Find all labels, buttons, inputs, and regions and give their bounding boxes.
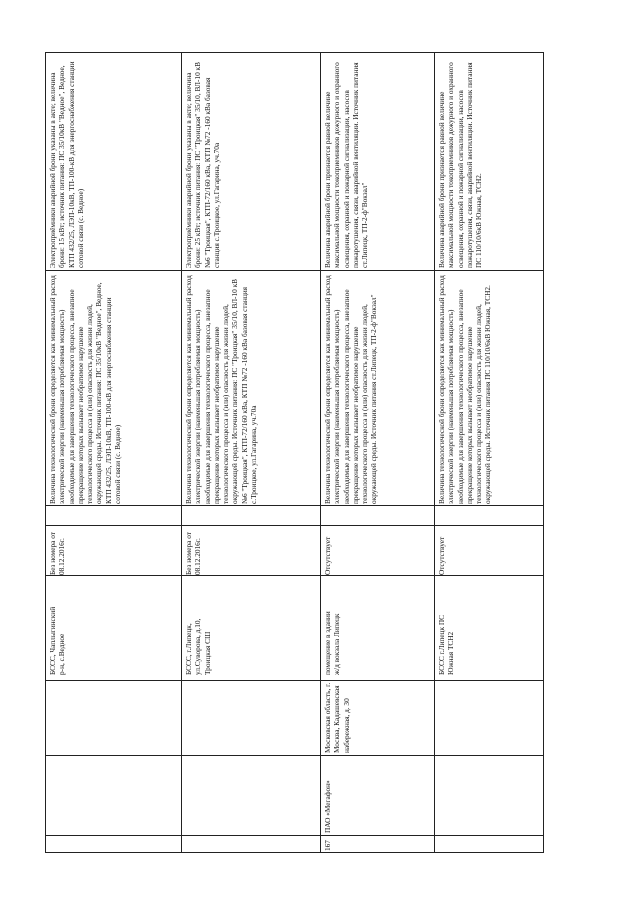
cell-operator: ПАО «Мегафон» bbox=[323, 780, 332, 833]
cell-object: БССС г.Липецк ПС Южная ТСН2 bbox=[437, 613, 456, 675]
cell-approval: Без номера от 08.12.2016г. bbox=[184, 530, 203, 575]
cell-emergency: Величина аварийной брони признается равной величине максимальной мощности токоприемников дежурного и охранного освещения, охранной и пожарной сигнализации, насосов пожаротушения, связи, аварийной вентиляции. Источник питания ст.Липецк, ТП-2-ф"Вокзал" bbox=[323, 60, 370, 268]
cell-approval: Отсутствует bbox=[437, 536, 446, 575]
cell-num: 167 bbox=[323, 840, 332, 851]
cell-object: помещение в здании ж/д вокзала Липецк bbox=[323, 609, 342, 675]
cell-approval: Отсутствует bbox=[323, 536, 332, 575]
cell-emergency: Электроприёмники аварийной брони указаны в акте; величина брони: 25 кВт; источник питания: ПС "Троицкая" 35/10, ВЛ-10 кВ №6 "Троицкая", КТП-72/160 кВа, КТП №72 -160 кВа базовая станция с.Троицкое, ул.Гагарина, уч.70а bbox=[184, 60, 221, 268]
cell-emergency: Величина аварийной брони признается равной величине максимальной мощности токоприемников дежурного и охранного освещения, охранной и пожарной сигнализации, насосов пожаротушения, связи, аварийной вентиляции. Источник питания ПС 110/10/6кВ Южная, ТСН2. bbox=[437, 60, 484, 268]
cell-object: БССС, г.Липецк, ул.Суворова, д.10, Троицкая СШ bbox=[184, 616, 212, 675]
cell-justification: Величина технологической брони определяется как минимальный расход электрической энергии (наименьшая потребляемая мощность) необходимые для завершения технологического процесса, внезапное прекращение которых вызывает необратимое нарушение технологического процесса и (или) опасность для жизни людей, окружающей среды. Источник питания ПС 110/10/6кВ Южная, ТСН2. bbox=[437, 273, 493, 504]
cell-address: Московская область, г. Москва, Кадашевская набережная, д. 30 bbox=[323, 681, 351, 753]
cell-emergency: Электроприёмники аварийной брони указаны в акте; величина брони: 15 кВт; источник питания: ПС 35/10кВ "Ведное", Ведное, КТП 432/25, ЛЭП-10кВ, ТП-100-кВ для энергоснабжения станции сотовой связи (с. Ведное) bbox=[48, 59, 85, 268]
cell-justification: Величина технологической брони определяется как минимальный расход электрической энергии (наименьшая потребляемая мощность) необходимые для завершения технологического процесса, внезапное прекращение которых вызывает необратимое нарушение технологического процесса и (или) опасность для жизни людей, окружающей среды. Источник питания ст.Липецк, ТП-2-ф"Вокзал" bbox=[323, 273, 379, 504]
cell-approval: Без номера от 08.12.2016г. bbox=[48, 530, 67, 575]
cell-justification: Величина технологической брони определяется как минимальный расход электрической энергии (наименьшая потребляемая мощность) необходимые для завершения технологического процесса, внезапное прекращение которых вызывает необратимое нарушение технологического процесса и (или) опасность для жизни людей, окружающей среды. Источник питания: ПС "Троицкая" 35/10, ВЛ-10 кВ №6 "Троицкая", КТП-72/160 кВа, КТП №72 -160 кВа базовая станция с.Троицкое, ул.Гагарина, уч.70а bbox=[184, 273, 259, 504]
cell-object: БССС, Чаплыгинский р-н, с.Ведное bbox=[48, 605, 67, 675]
cell-justification: Величина технологической брони определяется как минимальный расход электрической энергии (наименьшая потребляемая мощность) необходимые для завершения технологического процесса, внезапное прекращение которых вызывает необратимое нарушение технологического процесса и (или) опасность для жизни людей, окружающей среды. Источник питания: ПС 35/10кВ "Ведное", Ведное, КТП 432/25, ЛЭП-10кВ, ТП-100-кВ для энергоснабжения станции сотовой связи (с. Ведное) bbox=[48, 273, 123, 504]
